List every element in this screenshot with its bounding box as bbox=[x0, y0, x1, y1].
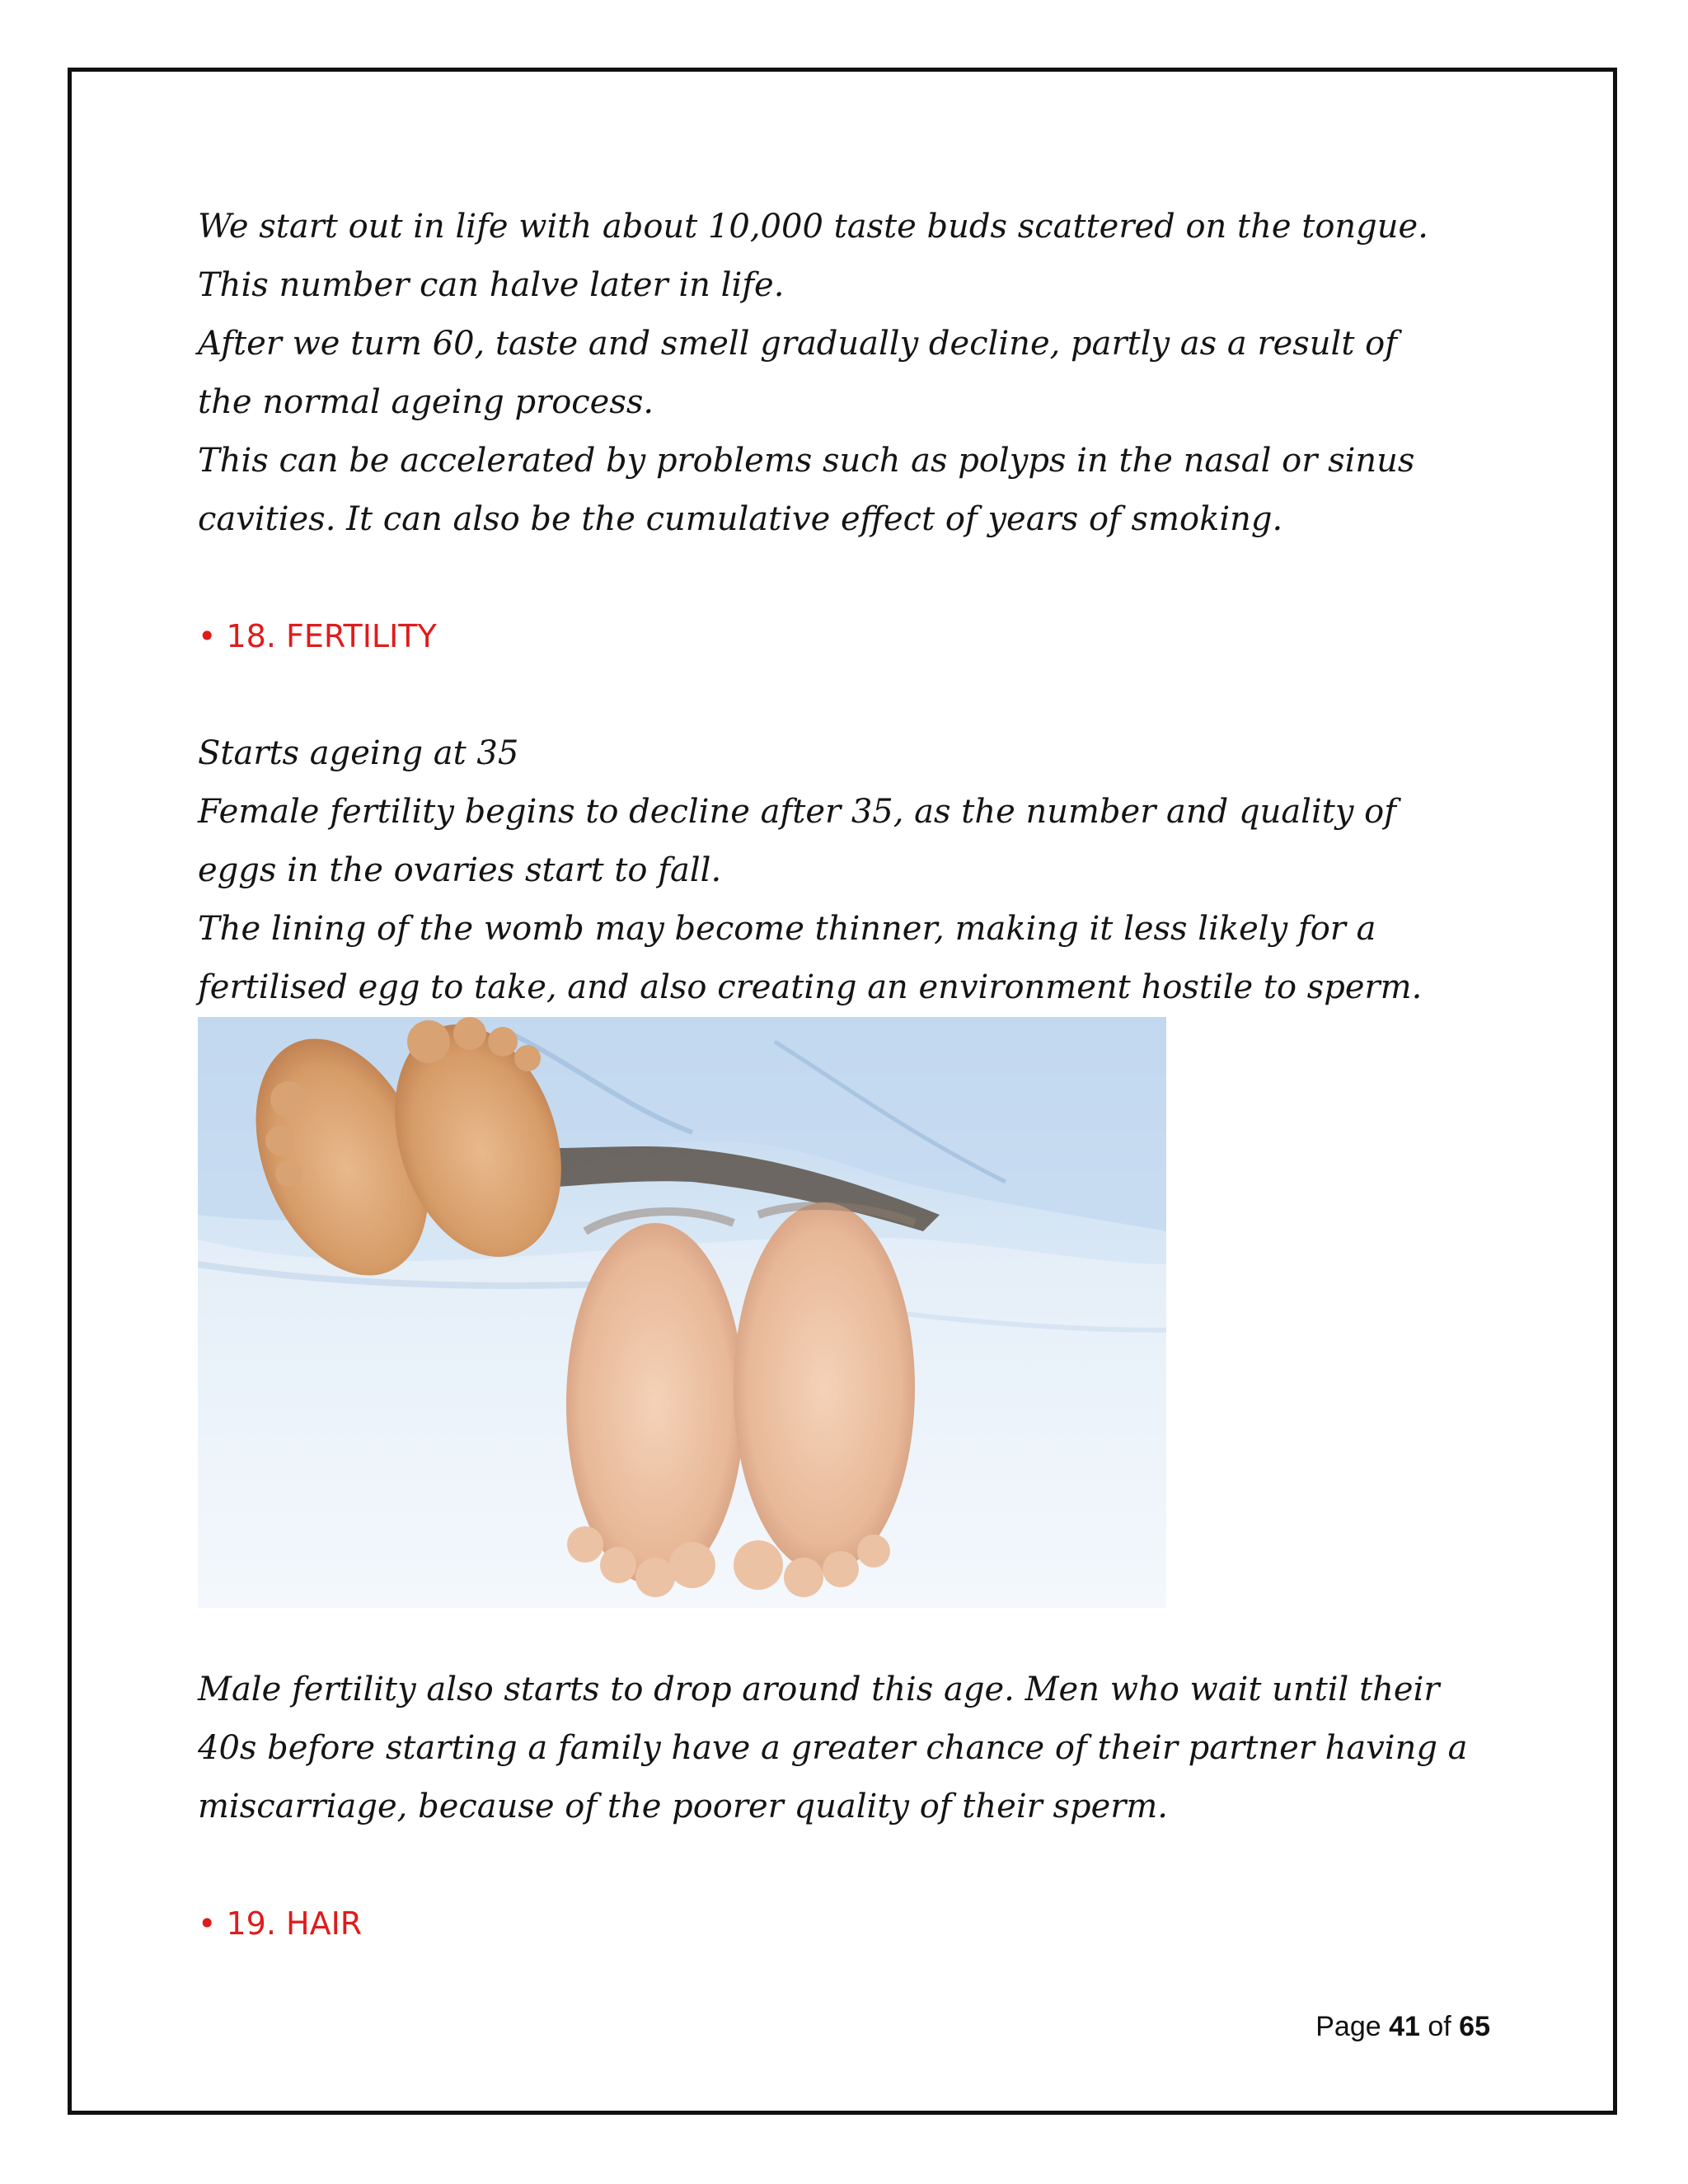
intro-line: After we turn 60, taste and smell gradually decline, partly as a result of bbox=[198, 325, 1397, 363]
male-fertility-line: 40s before starting a family have a greater chance of their partner having a bbox=[198, 1729, 1468, 1767]
intro-line: We start out in life with about 10,000 taste buds scattered on the tongue. bbox=[198, 208, 1428, 246]
fertility-line: eggs in the ovaries start to fall. bbox=[198, 851, 722, 889]
page-label: Page bbox=[1315, 2011, 1390, 2042]
intro-line: the normal ageing process. bbox=[198, 383, 654, 421]
male-fertility-line: Male fertility also starts to drop around this age. Men who wait until their bbox=[198, 1671, 1440, 1708]
male-fertility-line: miscarriage, because of the poorer quality of their sperm. bbox=[198, 1788, 1169, 1825]
page-of-label: of bbox=[1419, 2011, 1460, 2042]
intro-line: cavities. It can also be the cumulative effect of years of smoking. bbox=[198, 500, 1283, 538]
fertility-heading: • 18. FERTILITY bbox=[198, 618, 437, 654]
feet-under-sheet-photo bbox=[198, 1017, 1166, 1608]
fertility-line: The lining of the womb may become thinner, making it less likely for a bbox=[198, 910, 1376, 948]
intro-line: This number can halve later in life. bbox=[198, 266, 785, 304]
total-pages: 65 bbox=[1459, 2011, 1490, 2042]
fertility-line: fertilised egg to take, and also creating an environment hostile to sperm. bbox=[198, 968, 1423, 1006]
hair-heading: • 19. HAIR bbox=[198, 1905, 363, 1942]
current-page: 41 bbox=[1389, 2011, 1420, 2042]
page-number bbox=[1315, 2011, 1490, 2043]
page-content bbox=[198, 198, 1533, 1953]
intro-line: This can be accelerated by problems such as polyps in the nasal or sinus bbox=[198, 442, 1415, 480]
fertility-subtitle: Starts ageing at 35 bbox=[198, 734, 519, 772]
fertility-line: Female fertility begins to decline after 35, as the number and quality of bbox=[198, 793, 1397, 831]
